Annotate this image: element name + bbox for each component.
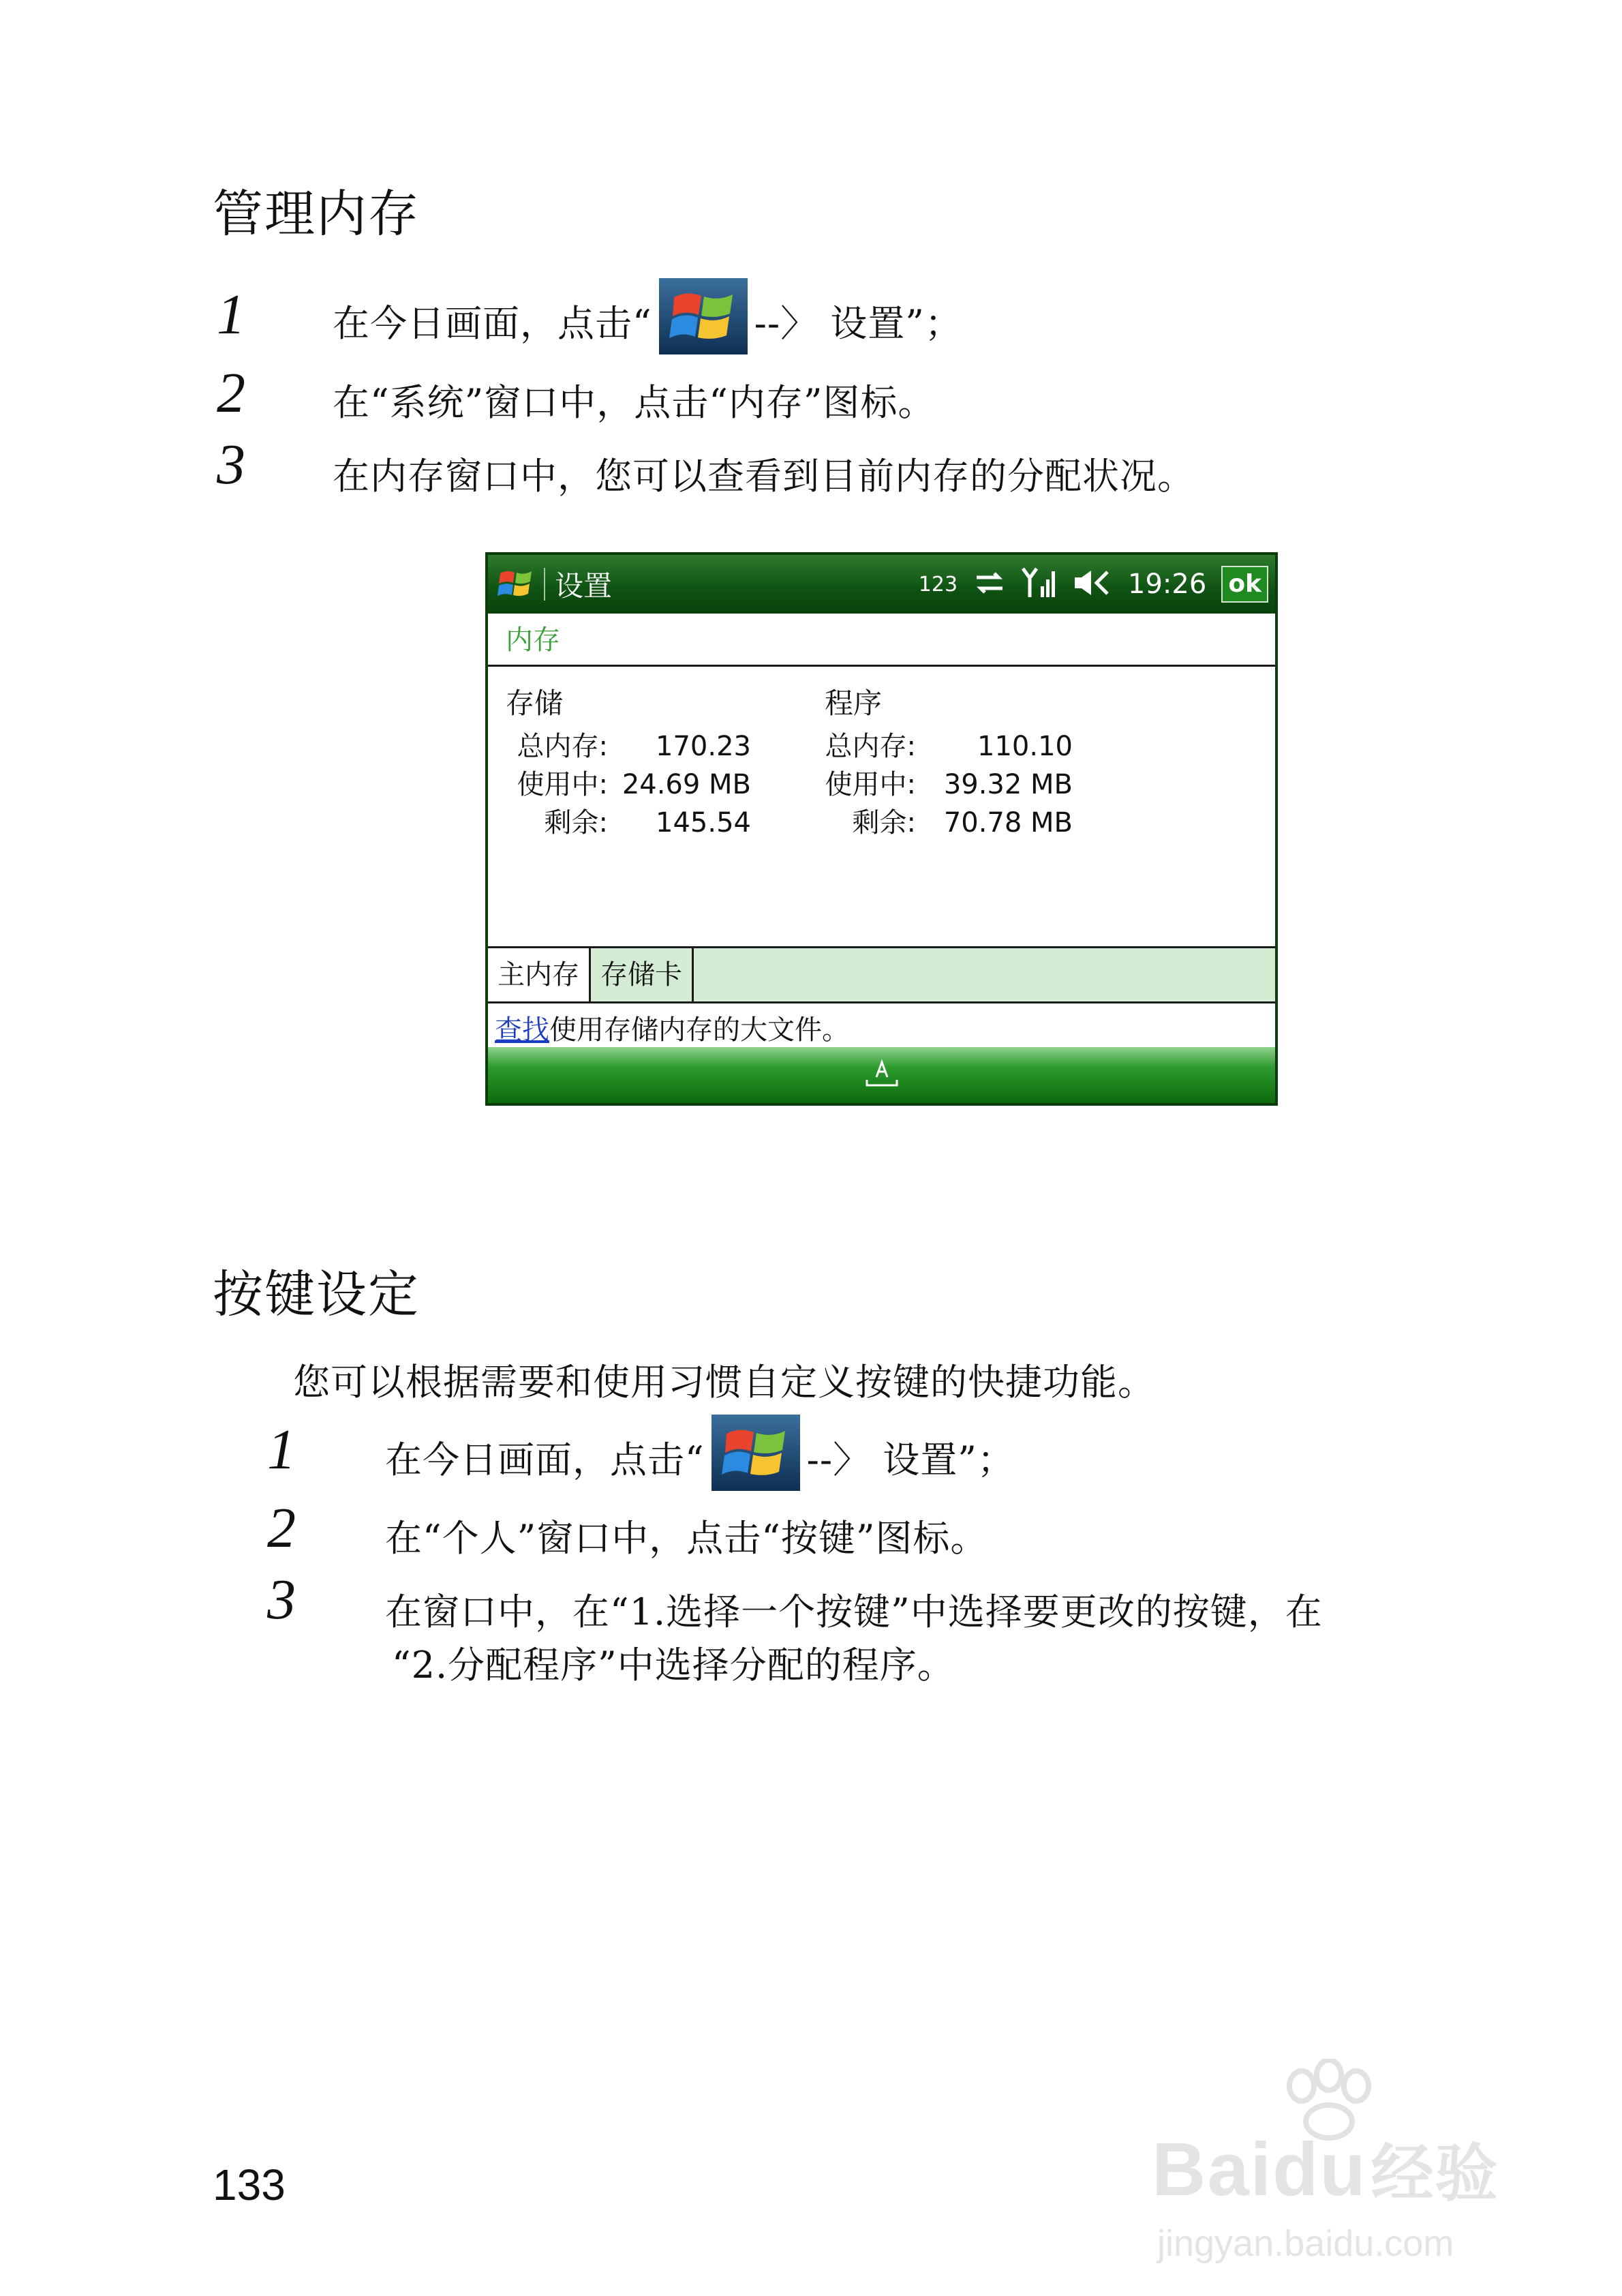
- step-text: 在窗口中，在“1.选择一个按键”中选择要更改的按键，在: [385, 1590, 1323, 1633]
- row-value: 110.10: [977, 731, 1073, 762]
- storage-column: [506, 681, 751, 842]
- step-number: 1: [267, 1418, 296, 1481]
- step-text-post: --〉 设置”；: [754, 302, 962, 345]
- step-text: 在“系统”窗口中，点击“内存”图标。: [333, 381, 936, 424]
- step-text-pre: 在今日画面，点击“: [333, 302, 652, 345]
- row-value: 145.54: [656, 807, 751, 839]
- connectivity-icon[interactable]: [973, 569, 1007, 599]
- storage-total-row: [506, 727, 751, 766]
- step-number: 2: [267, 1496, 296, 1560]
- tab-main-memory[interactable]: 主内存: [488, 948, 591, 1001]
- storage-header: 存储: [506, 686, 564, 720]
- program-column: [814, 681, 1073, 842]
- start-menu-icon[interactable]: [495, 565, 537, 603]
- tab-bar: [488, 946, 1275, 1003]
- tab-storage-card[interactable]: 存储卡: [591, 948, 694, 1001]
- storage-free-row: [506, 804, 751, 842]
- row-label: 使用中:: [825, 769, 916, 800]
- program-total-row: [814, 727, 1073, 766]
- row-value: 170.23: [656, 731, 751, 762]
- step-number: 3: [267, 1568, 296, 1631]
- watermark-brand-text: Baidu: [1152, 2128, 1367, 2211]
- row-label: 总内存:: [825, 731, 916, 762]
- watermark-cn-text: 经验: [1371, 2137, 1499, 2210]
- step-number: 3: [217, 433, 245, 496]
- step-text: 在内存窗口中，您可以查看到目前内存的分配状况。: [333, 455, 1195, 498]
- watermark-brand: [1152, 2124, 1499, 2214]
- step-text: 在“个人”窗口中，点击“按键”图标。: [385, 1517, 988, 1560]
- windows-start-icon: [659, 278, 748, 363]
- row-value: 24.69 MB: [622, 769, 751, 800]
- baidu-jingyan-watermark: [1152, 2059, 1547, 2277]
- input-mode-indicator[interactable]: 123: [918, 572, 958, 596]
- step-text-continued: “2.分配程序”中选择分配的程序。: [392, 1644, 955, 1687]
- signal-icon[interactable]: [1022, 566, 1057, 603]
- step-text: [385, 1415, 1015, 1500]
- step-number: 2: [217, 361, 245, 425]
- storage-used-row: [506, 766, 751, 804]
- volume-muted-icon[interactable]: [1072, 568, 1113, 601]
- section-title-memory: 管理内存: [213, 185, 420, 243]
- page-subtitle: 内存: [488, 614, 1275, 667]
- step-text-post: --〉 设置”；: [806, 1438, 1015, 1481]
- keyboard-icon[interactable]: [861, 1057, 902, 1093]
- section-title-keys: 按键设定: [213, 1265, 420, 1324]
- section-intro: 您可以根据需要和使用习惯自定义按键的快捷功能。: [293, 1361, 1155, 1404]
- title-separator: [544, 568, 545, 601]
- program-used-row: [814, 766, 1073, 804]
- title-bar: [488, 555, 1275, 614]
- row-label: 总内存:: [517, 731, 608, 762]
- find-link[interactable]: 查找: [495, 1014, 549, 1046]
- row-value: 70.78 MB: [943, 807, 1073, 839]
- clock[interactable]: 19:26: [1128, 569, 1207, 600]
- step-text: [333, 278, 962, 363]
- windows-start-icon: [711, 1415, 800, 1500]
- memory-settings-screenshot: [485, 552, 1278, 1106]
- step-text-pre: 在今日画面，点击“: [385, 1438, 705, 1481]
- ok-button[interactable]: ok: [1221, 566, 1268, 603]
- window-title: 设置: [555, 569, 613, 603]
- page-number: 133: [213, 2160, 286, 2209]
- row-label: 使用中:: [517, 769, 608, 800]
- find-large-files-row: [495, 1008, 1275, 1053]
- step-number: 1: [217, 283, 245, 346]
- row-label: 剩余:: [544, 807, 608, 839]
- watermark-url: jingyan.baidu.com: [1157, 2223, 1454, 2264]
- find-link-description: 使用存储内存的大文件。: [549, 1014, 849, 1046]
- soft-key-bar: [488, 1047, 1275, 1103]
- program-header: 程序: [825, 686, 883, 720]
- program-free-row: [814, 804, 1073, 842]
- row-value: 39.32 MB: [943, 769, 1073, 800]
- row-label: 剩余:: [852, 807, 916, 839]
